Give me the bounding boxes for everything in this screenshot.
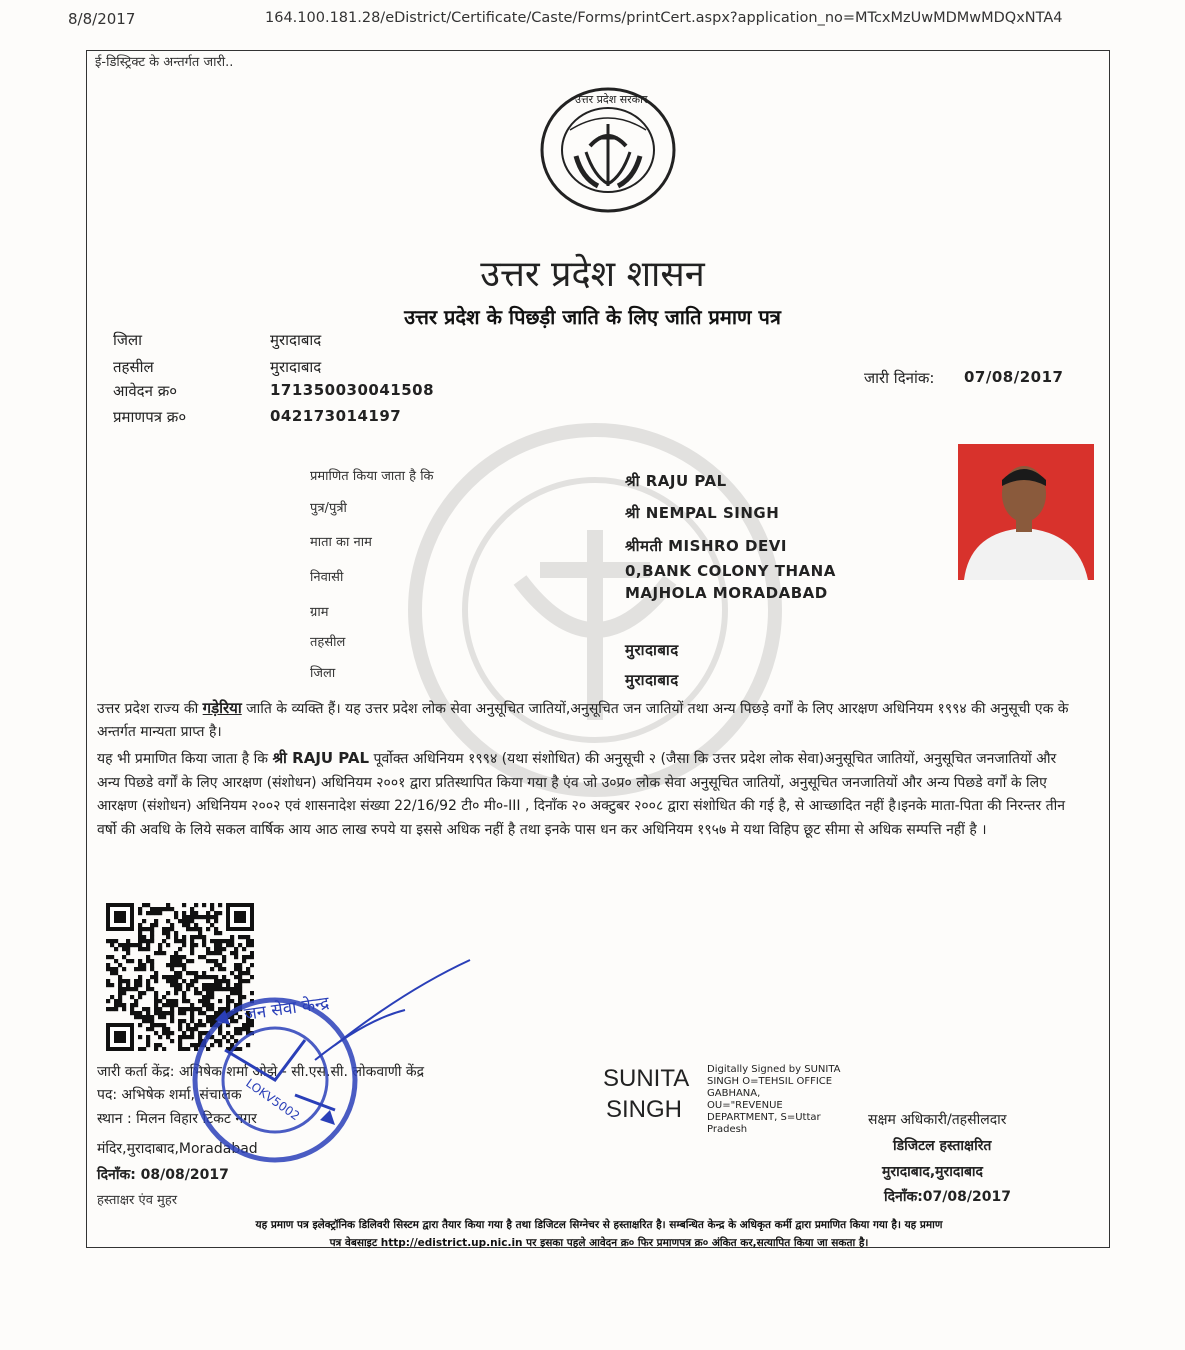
issuer-post: पद: अभिषेक शर्मा, संचालक <box>97 1087 242 1103</box>
signer-first-name: SUNITA <box>603 1065 690 1092</box>
print-date: 8/8/2017 <box>68 10 136 28</box>
certificate-no-label: प्रमाणपत्र क्र० <box>113 408 187 426</box>
applicant-photo <box>958 444 1094 580</box>
sig-detail-2: SINGH O=TEHSIL OFFICE <box>707 1076 833 1087</box>
district-detail-value: मुरादाबाद <box>625 671 679 689</box>
district-label: जिला <box>113 331 143 349</box>
footer-note <box>90 1216 1108 1252</box>
certify-label: प्रमाणित किया जाता है कि <box>310 469 434 484</box>
signature-details <box>707 1064 841 1136</box>
signature-seal-label: हस्ताक्षर एंव मुहर <box>97 1193 178 1208</box>
caste-name: गड़ेरिया <box>202 699 242 717</box>
signer-last-name: SINGH <box>606 1096 683 1123</box>
para2-pre: यह भी प्रमाणित किया जाता है कि <box>97 751 268 767</box>
issue-date-label: जारी दिनांक: <box>864 369 935 387</box>
issue-date-value: 07/08/2017 <box>964 368 1064 386</box>
issuer-place: स्थान : मिलन विहार टिकट नगर <box>97 1111 257 1127</box>
resident-label: निवासी <box>310 570 344 585</box>
applicant-name: श्री RAJU PAL <box>625 472 727 490</box>
footer-line2: पत्र वेबसाइट http://edistrict.up.nic.in पर इसका पहले आवेदन क्र० फिर प्रमाणपत्र क्र० अंकित कर,सत्यापित किया जा सकता है। <box>329 1237 869 1249</box>
certificate-no-value: 042173014197 <box>270 407 402 425</box>
village-label: ग्राम <box>310 605 329 620</box>
sig-detail-6: Pradesh <box>707 1124 748 1135</box>
para1-pre: उत्तर प्रदेश राज्य की <box>97 701 199 717</box>
certificate-subtitle: उत्तर प्रदेश के पिछड़ी जाति के लिए जाति प्रमाण पत्र <box>404 305 781 329</box>
authority-title: सक्षम अधिकारी/तहसीलदार <box>868 1112 1007 1128</box>
paragraph-declaration <box>97 747 1079 842</box>
address-line2: MAJHOLA MORADABAD <box>625 584 828 602</box>
issuer-center: जारी कर्ता केंद्र: अभिषेक शर्मा ओझे - सी.एस.सी. लोकवाणी केंद्र <box>97 1064 425 1080</box>
issuer-date: दिनाँक: 08/08/2017 <box>97 1167 229 1183</box>
father-name: श्री NEMPAL SINGH <box>625 504 780 522</box>
tehsil-detail-label: तहसील <box>310 635 346 650</box>
mother-label: माता का नाम <box>310 535 372 550</box>
stamp-code: LOKV5002 <box>243 1075 303 1124</box>
address-line1: 0,BANK COLONY THANA <box>625 562 836 580</box>
child-of-label: पुत्र/पुत्री <box>310 501 347 516</box>
sig-detail-4: OU="REVENUE <box>707 1100 783 1111</box>
tehsil-label: तहसील <box>113 358 154 376</box>
tehsil-value: मुरादाबाद <box>270 358 322 376</box>
para2-post: पूर्वोक्त अधिनियम १९९४ (यथा संशोधित) की अनुसूची २ (जैसा कि उत्तर प्रदेश लोक सेवा)अनुसूचित जातियों, अनुसूचित जनजातियों और अन्य पिछडे वर्गों के लिए आरक्षण (संशोधन) अधिनियम २००१ द्वारा प्रतिस्थापित किया गया है एंव जो उ०प्र० लोक सेवा अनुसूचित जातियों, अनुसूचित जनजातियों और अन्य पिछडे वर्गों के लिए आरक्षण (संशोधन) अधिनियम २००२ एवं शासनादेश संख्या 22/16/92 टी० मी०-III , दिनाँक २० अक्टुबर २००८ द्वारा संशोधित की गई है, से आच्छादित नहीं है।इनके माता-पिता की निरन्तर तीन वर्षो की अवधि के लिये सकल वार्षिक आय आठ लाख रुपये या इससे अधिक नहीं है तथा इनके पास धन कर अधिनियम १९५७ मे यथा विहिप छूट सीमा से अधिक सम्पत्ति नहीं है । <box>97 751 1066 838</box>
authority-signed: डिजिटल हस्ताक्षरित <box>893 1138 992 1154</box>
para2-name: श्री RAJU PAL <box>272 749 370 767</box>
top-note: ई-डिस्ट्रिक्ट के अन्तर्गत जारी.. <box>95 55 234 70</box>
print-url: 164.100.181.28/eDistrict/Certificate/Caste/Forms/printCert.aspx?application_no=MTcxMzUwMDMwMDQxNTA4 <box>265 10 1063 26</box>
paragraph-caste <box>97 697 1077 744</box>
stamp-text: जन सेवा केन्द्र <box>242 993 331 1025</box>
sig-detail-3: GABHANA, <box>707 1088 761 1099</box>
emblem-text: उत्तर प्रदेश सरकार <box>575 93 648 106</box>
application-no-value: 171350030041508 <box>270 381 435 399</box>
district-detail-label: जिला <box>310 666 336 681</box>
sig-detail-1: Digitally Signed by SUNITA <box>707 1064 841 1075</box>
mother-name: श्रीमती MISHRO DEVI <box>625 537 787 555</box>
application-no-label: आवेदन क्र० <box>113 382 178 400</box>
tehsil-detail-value: मुरादाबाद <box>625 641 679 659</box>
para1-post: जाति के व्यक्ति हैं। यह उत्तर प्रदेश लोक सेवा अनुसूचित जातियों,अनुसूचित जन जातियों तथा अन्य पिछड़े वर्गों के लिए आरक्षण अधिनियम १९९४ की अनुसूची एक के अन्तर्गत मान्यता प्राप्त है। <box>97 701 1069 740</box>
official-stamp <box>185 950 495 1170</box>
footer-line1: यह प्रमाण पत्र इलेक्ट्रॉनिक डिलिवरी सिस्टम द्वारा तैयार किया गया है तथा डिजिटल सिग्नेचर से हस्ताक्षरित है। सम्बन्धित केन्द्र के अधिकृत कर्मी द्वारा प्रमाणित किया गया है। यह प्रमाण <box>255 1219 943 1231</box>
district-value: मुरादाबाद <box>270 331 322 349</box>
sig-detail-5: DEPARTMENT, S=Uttar <box>707 1112 821 1123</box>
authority-place: मुरादाबाद,मुरादाबाद <box>882 1164 983 1180</box>
issuer-address: मंदिर,मुरादाबाद,Moradabad <box>97 1141 258 1157</box>
authority-date: दिनाँक:07/08/2017 <box>884 1189 1011 1205</box>
certificate-title: उत्तर प्रदेश शासन <box>480 254 705 295</box>
